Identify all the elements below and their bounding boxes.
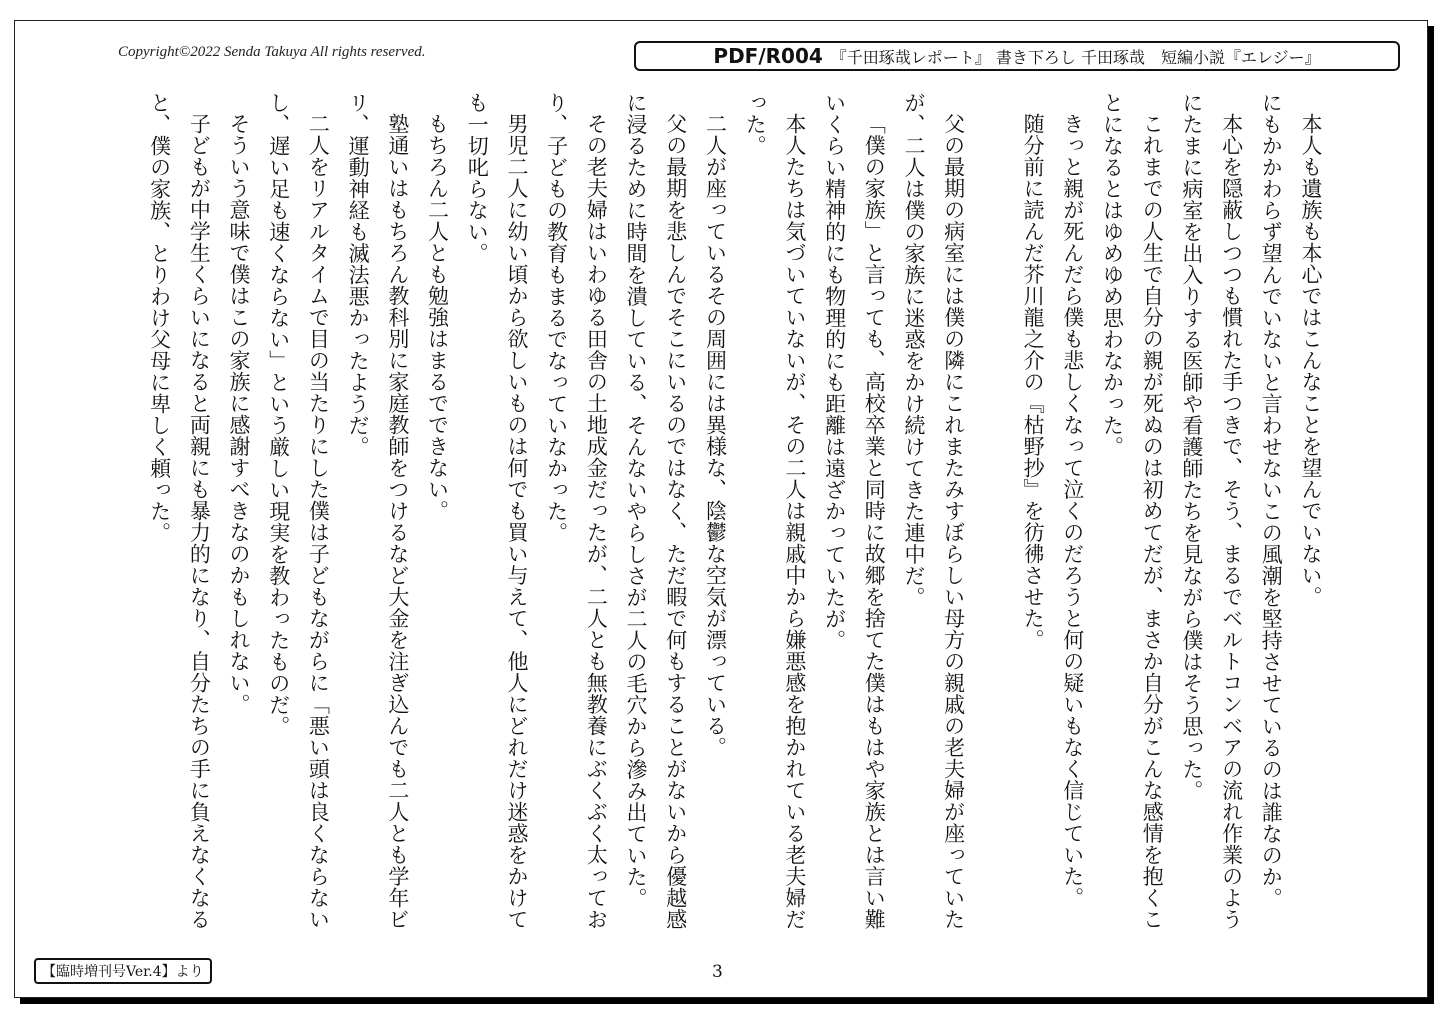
body-paragraph: 塾通いはもちろん教科別に家庭教師をつけるなど大金を注ぎ込んでも二人とも学年ビリ、運動神経も滅法悪かったようだ。 — [346, 92, 410, 930]
body-paragraph: 本人たちは気づいていないが、その二人は親戚中から嫌悪感を抱かれている老夫婦だった。 — [743, 92, 807, 930]
vertical-body-text — [130, 92, 1330, 950]
body-paragraph: 「僕の家族」と言っても、高校卒業と同時に故郷を捨てた僕はもはや家族とは言い難いくらい精神的にも物理的にも距離は遠ざかっていたが。 — [822, 92, 887, 930]
document-title: 『千田琢哉レポート』 書き下ろし 千田琢哉 短編小説『エレジー』 — [830, 47, 1321, 67]
page-number: 3 — [712, 962, 723, 982]
body-paragraph: 本心を隠蔽しつつも慣れた手つきで、そう、まるでベルトコンベアの流れ作業のようにたまに病室を出入りする医師や看護師たちを見ながら僕はそう思った。 — [1179, 92, 1244, 930]
body-paragraph — [973, 92, 1013, 950]
body-paragraph: きっと親が死んだら僕も悲しくなって泣くのだろうと何の疑いもなく信じていた。 — [1060, 113, 1085, 909]
body-paragraph: にもかかわらず望んでいないと言わせないこの風潮を堅持させているのは誰なのか。 — [1259, 92, 1284, 909]
document-header — [634, 41, 1400, 71]
body-paragraph: 父の最期の病室には僕の隣にこれまたみすぼらしい母方の親戚の老夫婦が座っていたが、二人は僕の家族に迷惑をかけ続けてきた連中だ。 — [901, 92, 966, 930]
body-paragraph: そういう意味で僕はこの家族に感謝すべきなのかもしれない。 — [227, 113, 252, 715]
body-paragraph: 二人をリアルタイムで目の当たりにした僕は子どもながらに「悪い頭は良くならないし、遅い足も速くならない」という厳しい現実を教わったものだ。 — [266, 92, 331, 930]
body-paragraph: これまでの人生で自分の親が死ぬのは初めてだが、まさか自分がこんな感情を抱くことになるとはゆめゆめ思わなかった。 — [1100, 92, 1165, 930]
body-paragraph: 父の最期を悲しんでそこにいるのではなく、ただ暇で何もすることがないから優越感に浸るために時間を潰している、そんないやらしさが二人の毛穴から滲み出ていた。 — [624, 92, 688, 930]
body-paragraph: もちろん二人とも勉強はまるでできない。 — [425, 113, 450, 522]
copyright-notice: Copyright©2022 Senda Takuya All rights reserved. — [118, 44, 426, 60]
body-paragraph: 子どもが中学生くらいになると両親にも暴力的になり、自分たちの手に負えなくなると、僕の家族、とりわけ父母に卑しく頼った。 — [147, 92, 212, 930]
body-paragraph: 随分前に読んだ芥川龍之介の『枯野抄』を彷彿させた。 — [1021, 113, 1046, 651]
source-label: 【臨時増刊号Ver.4】より — [34, 958, 212, 984]
document-code: PDF/R004 — [713, 44, 823, 68]
body-paragraph: その老夫婦はいわゆる田舎の土地成金だったが、二人とも無教養にぶくぶく太っており、子どもの教育もまるでなっていなかった。 — [544, 92, 609, 930]
body-paragraph: 男児二人に幼い頃から欲しいものは何でも買い与えて、他人にどれだけ迷惑をかけても一切叱らない。 — [465, 92, 529, 930]
body-paragraph: 二人が座っているその周囲には異様な、陰鬱な空気が漂っている。 — [703, 113, 728, 758]
body-paragraph: 本人も遺族も本心ではこんなことを望んでいない。 — [1299, 113, 1323, 608]
